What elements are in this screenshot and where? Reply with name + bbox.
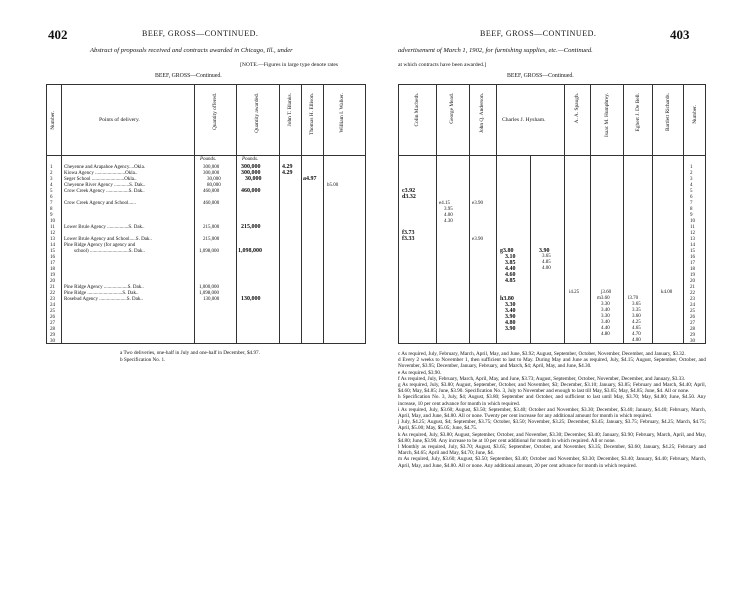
col-mead-header: George Mead.: [449, 93, 455, 124]
point-cell: Pine Ridge Agency (for agency and: [64, 243, 136, 248]
mead-cell: 3.95: [444, 207, 453, 212]
right-footnote: j July, $4.25; August, $4; September, $3.75; October, $3.50; November, $3.25; December, $3.45; January, $3.75; February, $4.25; March, $4.75; April, $5.00; May, $5.05; June, $4.75.: [398, 419, 706, 432]
point-cell: Lower Brule Agency .................S. Dak..: [64, 225, 145, 230]
row-number: 20: [50, 279, 55, 284]
awarded-cell: 300,000: [241, 164, 261, 170]
row-number: 21: [690, 285, 695, 290]
offered-cell: 300,000: [203, 171, 220, 176]
row-number: 27: [690, 321, 695, 326]
row-number: 16: [690, 255, 695, 260]
right-footnote: e As required, $3.90.: [398, 369, 442, 376]
row-number: 11: [690, 225, 695, 230]
right-footnote: i As required, July, $3.60; August, $3.50; September, $3.40; October and November, $3.30; December, $3.40; January, $4.40; February, March, April, May, and June, $4.80. All or none. Twenty per cent increase for any additional amount for month in which required.: [398, 406, 706, 420]
left-table: [46, 84, 366, 344]
awarded-cell: 1,098,000: [238, 248, 262, 254]
col-macbeth-header: Colin Macbeth.: [414, 93, 420, 127]
row-number: 19: [50, 273, 55, 278]
col-awarded-header: Quantity awarded.: [254, 93, 260, 133]
row-number: 19: [690, 273, 695, 278]
row-number: 14: [690, 243, 695, 248]
mead-cell: 4.00: [444, 213, 453, 218]
debell-cell: 4.70: [632, 332, 641, 337]
offered-cell: 1,098,000: [199, 291, 219, 296]
hysham-alt-cell: 3.65: [542, 254, 551, 259]
left-note: [NOTE.—Figures in large type denote rates: [240, 62, 339, 68]
row-number: 4: [690, 183, 693, 188]
right-note: at which contracts have been awarded.]: [398, 62, 487, 68]
row-number: 5: [690, 189, 693, 194]
humphrey-cell: 4.80: [601, 332, 610, 337]
point-cell: Pine Ridge ............................S. Dak..: [64, 291, 139, 296]
hysham-cell: g3.80: [500, 248, 514, 254]
row-number: 24: [690, 303, 695, 308]
left-section: BEEF, GROSS—Continued.: [155, 73, 222, 79]
row-number: 9: [690, 213, 693, 218]
debell-cell: l3.70: [628, 296, 639, 301]
walker-cell: b5.00: [327, 183, 339, 188]
row-number: 2: [690, 171, 693, 176]
hysham-cell: 3.10: [505, 254, 516, 260]
row-number: 26: [690, 315, 695, 320]
awarded-cell: 215,000: [241, 224, 261, 230]
row-number: 4: [50, 183, 53, 188]
row-number: 16: [50, 255, 55, 260]
right-footnote: f As required, July, February, March, April, May, and June, $3.73; August, September, October, November, December, and January, $3.33.: [398, 375, 686, 382]
mead-cell: e4.15: [439, 201, 450, 206]
row-number: 9: [50, 213, 53, 218]
row-number: 2: [50, 171, 53, 176]
point-cell: Seger School ..........................Okla..: [64, 177, 137, 182]
debell-cell: 3.35: [632, 308, 641, 313]
blanks-cell: 4.29: [282, 164, 293, 170]
col-points-header: Points of delivery.: [99, 117, 140, 123]
row-number: 8: [50, 207, 53, 212]
left-page-number: 402: [48, 27, 68, 42]
row-number: 23: [50, 297, 55, 302]
row-number: 24: [50, 303, 55, 308]
row-number: 11: [50, 225, 55, 230]
right-footnotes: [398, 351, 706, 469]
hysham-alt-cell: 3.90: [539, 248, 550, 254]
row-number: 21: [50, 285, 55, 290]
row-number: 28: [690, 327, 695, 332]
humphrey-cell: m3.60: [597, 296, 610, 301]
point-cell: Kiowa Agency ........................Okla..: [64, 171, 138, 176]
humphrey-cell: 3.30: [601, 314, 610, 319]
row-number: 12: [690, 231, 695, 236]
row-number: 18: [50, 267, 55, 272]
right-footnote: h Specification No. 3, July, $4; August, $3.80; September and October, and sufficient to last until May, $3.70; May, $4.80; June, $4.50. Any increase, 10 per cent advance for month in which required.: [398, 394, 706, 407]
awarded-cell: 130,000: [241, 296, 261, 302]
humphrey-cell: 3.40: [601, 320, 610, 325]
awarded-cell: 30,000: [245, 176, 262, 182]
left-running-head: BEEF, GROSS—CONTINUED.: [142, 29, 259, 38]
offered-cell: 215,000: [203, 237, 220, 242]
row-number: 22: [690, 291, 695, 296]
hysham-cell: h3.80: [500, 296, 514, 302]
row-number: 23: [690, 297, 695, 302]
point-cell: Lower Brule Agency and School.....S. Dak..: [64, 237, 152, 242]
right-page: [372, 0, 737, 600]
row-number: 30: [690, 339, 695, 344]
row-number: 26: [50, 315, 55, 320]
col-number-header: Number.: [50, 111, 56, 130]
anderson-cell: e3.90: [472, 237, 483, 242]
point-cell: Rosebud Agency ......................S. Dak..: [64, 297, 143, 302]
right-section: BEEF, GROSS—Continued.: [507, 73, 574, 79]
ellison-cell: a4.97: [303, 176, 317, 182]
offered-cell: 130,000: [203, 297, 220, 302]
row-number: 22: [50, 291, 55, 296]
right-title: advertisement of March 1, 1902, for furnishing supplies, etc.—Continued.: [398, 47, 593, 54]
row-number: 13: [50, 237, 55, 242]
point-cell: school) ...............................S. Dak..: [74, 249, 145, 254]
offered-cell: 80,000: [207, 183, 221, 188]
point-cell: Cheyenne and Arapahoe Agency....Okla.: [64, 165, 146, 170]
row-number: 3: [690, 177, 693, 182]
hysham-cell: 3.90: [505, 314, 516, 320]
row-number: 18: [690, 267, 695, 272]
right-footnote: l Monthly as required, July, $3.70; August, $3.65; September, October, and November, $3.35; December, $3.60; January, $4.25; February and March, $4.65; April and May, $4.70; June, $4.: [398, 444, 706, 457]
row-number: 5: [50, 189, 53, 194]
hysham-cell: 3.90: [505, 326, 516, 332]
point-cell: Pine Ridge Agency ...................S. Dak..: [64, 285, 144, 290]
right-page-number: 403: [670, 27, 690, 42]
hysham-alt-cell: 4.00: [542, 266, 551, 271]
left-footnote: b Specification No. 1.: [120, 357, 166, 363]
col-ellison-header: Thomas H. Ellison.: [309, 93, 315, 135]
unit-label-offered: Pounds.: [200, 157, 217, 162]
hysham-cell: 3.40: [505, 308, 516, 314]
row-number: 6: [690, 195, 693, 200]
row-number: 1: [50, 165, 53, 170]
col-anderson-header: John Q. Anderson.: [479, 93, 485, 134]
hysham-cell: 4.80: [505, 320, 516, 326]
row-number: 20: [690, 279, 695, 284]
row-number: 8: [690, 207, 693, 212]
row-number: 10: [50, 219, 55, 224]
row-number: 15: [50, 249, 55, 254]
right-footnote: g As required, July, $3.80; August, September, October, and November, $3; December, $3.10; January, $3.85; February and March, $4.40; April, $4.60; May, $4.85; June, $3.90. Specification No. 3, July to November and enough to last till May, $3.65; May, $4.85; June, $4. All or none.: [398, 382, 706, 395]
offered-cell: 30,000: [207, 177, 221, 182]
offered-cell: 300,000: [203, 165, 220, 170]
row-number: 6: [50, 195, 53, 200]
row-number: 29: [690, 333, 695, 338]
left-footnote: a Two deliveries, one-half in July and one-half in December, $4.97.: [120, 350, 260, 356]
unit-label-awarded: Pounds.: [242, 157, 259, 162]
row-number: 12: [50, 231, 55, 236]
col-richards-header: Bartlett Richards.: [665, 93, 671, 132]
right-footnote: m As required, July, $3.60; August, $3.50; September, $3.40; October and November, $3.30; December, $3.40; January, $4.40; February, March, April, May, and June, $4.80. All or none. Any additional amount, 20 per cent advance for month in which required.: [398, 456, 706, 469]
row-number: 29: [50, 333, 55, 338]
right-table: [398, 84, 706, 344]
row-number: 7: [50, 201, 53, 206]
humphrey-cell: 3.30: [601, 302, 610, 307]
awarded-cell: 300,000: [241, 170, 261, 176]
mead-cell: 4.30: [444, 219, 453, 224]
hysham-cell: 3.85: [505, 260, 516, 266]
col-debell-header: Egbert J. De Bell.: [635, 93, 641, 132]
right-footnote: c As required, July, February, March, April, May, and June, $3.92; August, September, October, November, December, and January, $3.32.: [398, 351, 686, 357]
debell-cell: 3.65: [632, 302, 641, 307]
offered-cell: 460,000: [203, 189, 220, 194]
offered-cell: 215,000: [203, 225, 220, 230]
macbeth-cell: c3.92: [402, 188, 416, 194]
debell-cell: 4.25: [632, 320, 641, 325]
hysham-cell: 4.85: [505, 278, 516, 284]
left-page: [0, 0, 368, 600]
humphrey-cell: j3.60: [601, 290, 612, 295]
row-number: 10: [690, 219, 695, 224]
col-spaugh-header: A. A. Spaugh.: [574, 93, 580, 124]
left-title: Abstract of proposals received and contracts awarded in Chicago, Ill., under: [90, 47, 293, 54]
humphrey-cell: 3.40: [601, 308, 610, 313]
hysham-cell: 3.30: [505, 302, 516, 308]
row-number: 30: [50, 339, 55, 344]
col-offered-header: Quantity offered.: [212, 93, 218, 131]
anderson-cell: e3.90: [472, 201, 483, 206]
hysham-cell: 4.40: [505, 266, 516, 272]
row-number: 1: [690, 165, 693, 170]
debell-cell: 4.00: [632, 338, 641, 343]
row-number: 15: [690, 249, 695, 254]
macbeth-cell: d3.32: [402, 194, 416, 200]
row-number: 3: [50, 177, 53, 182]
row-number: 14: [50, 243, 55, 248]
richards-cell: k4.00: [661, 290, 673, 295]
col-walker-header: William I. Walker.: [339, 93, 345, 133]
col-blanks-header: John T. Blanks.: [287, 93, 293, 127]
right-footnote: d Every 2 weeks to November 1, then sufficient to last to May. During May and June as required, July, $4.15; August, September, October, and November, $3.95; December, January, February, and March, $4; April, May, and June, $4.30.: [398, 357, 706, 370]
humphrey-cell: 4.40: [601, 326, 610, 331]
col-number-header: Number.: [692, 105, 698, 124]
row-number: 13: [690, 237, 695, 242]
hysham-cell: 4.60: [505, 272, 516, 278]
right-footnote: k As required, July, $3.80; August, September, October, and November, $3.30; December, $3.40; January, $3.90; February, March, April, and May, $4.80; June, $3.90. Any increase to be at 10 per cent additional for month in which required. All or none.: [398, 431, 706, 444]
row-number: 17: [690, 261, 695, 266]
row-number: 27: [50, 321, 55, 326]
row-number: 17: [50, 261, 55, 266]
row-number: 25: [50, 309, 55, 314]
col-humphrey-header: Isaac M. Humphrey.: [604, 93, 610, 137]
row-number: 25: [690, 309, 695, 314]
right-running-head: BEEF, GROSS—CONTINUED.: [480, 29, 597, 38]
macbeth-cell: f3.73: [402, 230, 415, 236]
debell-cell: 3.60: [632, 314, 641, 319]
col-hysham-header: Charles J. Hysham.: [502, 117, 546, 123]
spaugh-cell: i4.25: [569, 290, 580, 295]
offered-cell: 460,000: [203, 201, 220, 206]
offered-cell: 1,000,000: [199, 285, 219, 290]
offered-cell: 1,098,000: [199, 249, 219, 254]
macbeth-cell: f3.33: [402, 236, 415, 242]
hysham-alt-cell: 4.85: [542, 260, 551, 265]
awarded-cell: 460,000: [241, 188, 261, 194]
point-cell: Cheyenne River Agency ............S. Dak..: [64, 183, 146, 188]
point-cell: Crow Creek Agency ..................S. Dak..: [64, 189, 145, 194]
debell-cell: 4.65: [632, 326, 641, 331]
row-number: 28: [50, 327, 55, 332]
point-cell: Crow Creek Agency and School......: [64, 201, 136, 206]
row-number: 7: [690, 201, 693, 206]
blanks-cell: 4.29: [282, 170, 293, 176]
